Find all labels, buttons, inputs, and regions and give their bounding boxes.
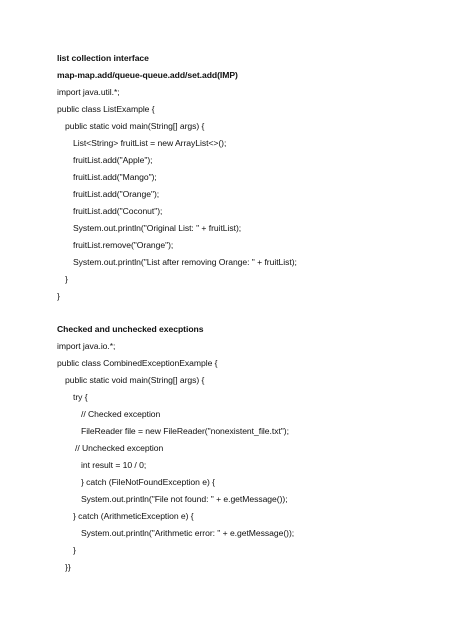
code-line: System.out.println("List after removing Orange: " + fruitList);	[73, 257, 297, 267]
code-line: fruitList.add("Orange");	[73, 189, 160, 199]
code-line: } catch (ArithmeticException e) {	[73, 511, 194, 521]
code-line: public static void main(String[] args) {	[65, 121, 205, 131]
code-line: try {	[73, 392, 88, 402]
code-line: System.out.println("Arithmetic error: " + e.getMessage());	[81, 528, 295, 538]
code-line: public class ListExample {	[57, 104, 155, 114]
code-line: }	[73, 545, 76, 555]
code-line: FileReader file = new FileReader("nonexistent_file.txt");	[81, 426, 289, 436]
code-line: System.out.println("File not found: " + e.getMessage());	[81, 494, 288, 504]
code-line: public class CombinedExceptionExample {	[57, 358, 218, 368]
code-line: fruitList.add("Coconut");	[73, 206, 163, 216]
code-line: List<String> fruitList = new ArrayList<>();	[73, 138, 227, 148]
code-line: fruitList.remove("Orange");	[73, 240, 174, 250]
code-line: fruitList.add("Mango");	[73, 172, 157, 182]
code-line: int result = 10 / 0;	[81, 460, 147, 470]
code-line: public static void main(String[] args) {	[65, 375, 205, 385]
code-line: }	[65, 274, 68, 284]
section-heading: Checked and unchecked execptions	[57, 324, 204, 334]
code-line: fruitList.add("Apple");	[73, 155, 153, 165]
code-line: // Checked exception	[81, 409, 161, 419]
code-line: System.out.println("Original List: " + fruitList);	[73, 223, 242, 233]
code-line: // Unchecked exception	[75, 443, 164, 453]
section-heading: list collection interface	[57, 53, 149, 63]
code-line: }}	[65, 562, 71, 572]
code-line: } catch (FileNotFoundException e) {	[81, 477, 215, 487]
code-line: import java.util.*;	[57, 87, 120, 97]
code-line: }	[57, 291, 60, 301]
section-subheading: map-map.add/queue-queue.add/set.add(IMP)	[57, 70, 238, 80]
code-line: import java.io.*;	[57, 341, 116, 351]
